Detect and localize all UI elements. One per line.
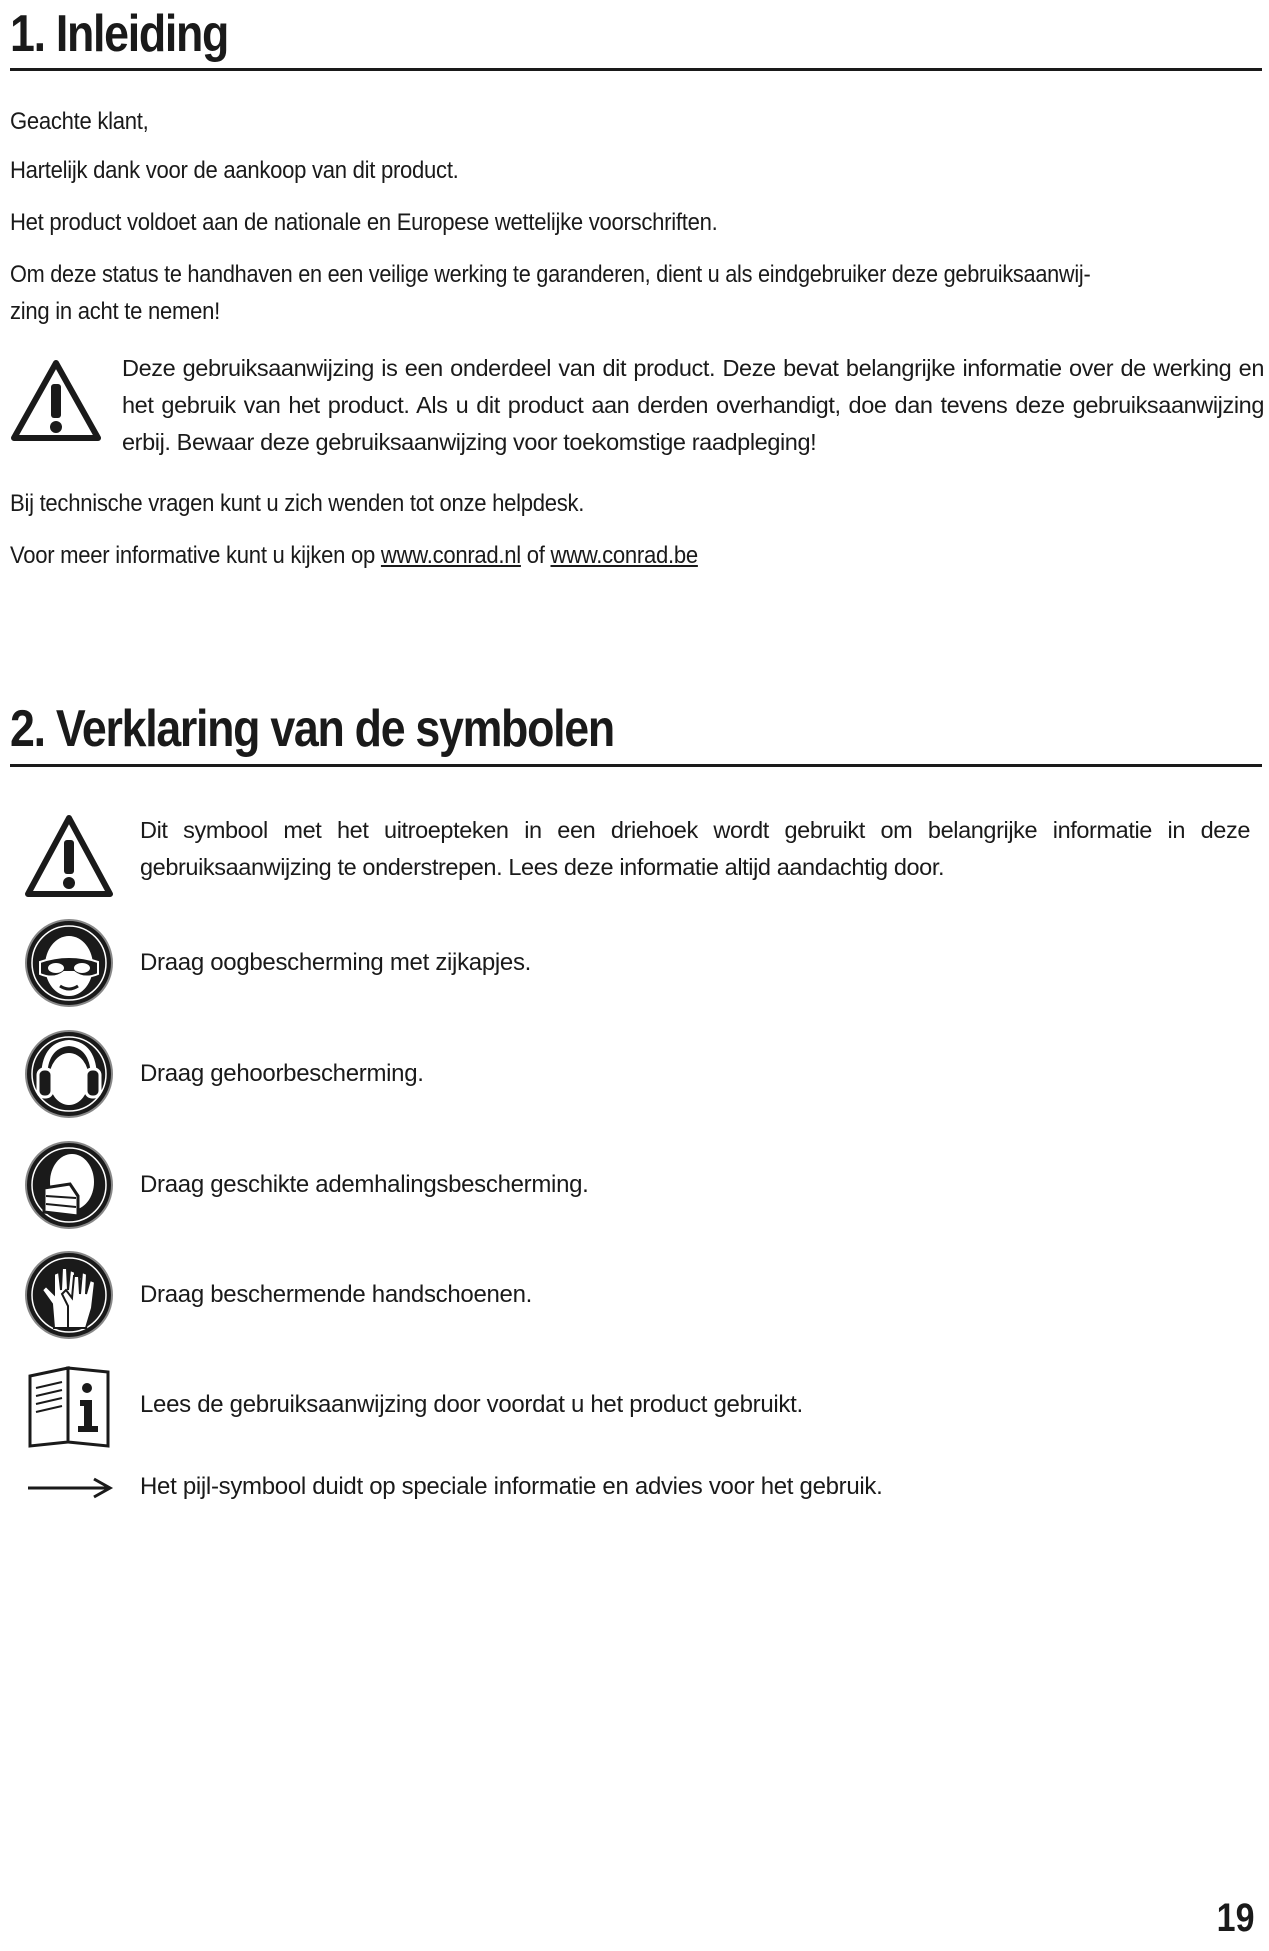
symbol-text-warning: Dit symbool met het uitroepteken in een driehoek wordt gebruikt om belangrijke informatie in deze gebruiksaanwijzing te onderstrepen. Lees deze informatie altijd aandachtig door.	[140, 817, 1250, 880]
warning-triangle-icon	[10, 358, 102, 444]
gloves-icon	[24, 1250, 114, 1340]
more-info-text	[10, 537, 698, 574]
compliance-text: Het product voldoet aan de nationale en Europese wettelijke voorschriften.	[10, 209, 718, 236]
section-1-rule	[10, 68, 1262, 71]
ear-protection-icon	[24, 1029, 114, 1119]
section-2-rule	[10, 764, 1262, 767]
more-info-mid: of	[520, 542, 551, 569]
manual-icon	[24, 1362, 114, 1448]
section-2-title: 2. Verklaring van de symbolen	[10, 700, 614, 758]
eye-protection-icon	[24, 918, 114, 1008]
greeting-text: Geachte klant,	[10, 108, 149, 135]
symbol-text-manual: Lees de gebruiksaanwijzing door voordat u het product gebruikt.	[140, 1391, 803, 1418]
status-text-line-1: Om deze status te handhaven en een veilige werking te garanderen, dient u als eindgebruiker deze gebruiksaanwij-	[10, 261, 1091, 288]
thanks-text: Hartelijk dank voor de aankoop van dit product.	[10, 157, 459, 184]
warning-triangle-icon	[24, 812, 114, 902]
more-info-prefix: Voor meer informative kunt u kijken op	[10, 542, 381, 569]
symbol-row-manual	[10, 1362, 1262, 1448]
respiratory-protection-icon	[24, 1140, 114, 1230]
symbol-text-eye-protection: Draag oogbescherming met zijkapjes.	[140, 949, 532, 976]
page-number: 19	[1216, 1896, 1254, 1940]
status-text-line-2: zing in acht te nemen!	[10, 298, 220, 325]
symbol-text-gloves: Draag beschermende handschoenen.	[140, 1281, 533, 1308]
symbol-row-arrow	[10, 1468, 1262, 1508]
arrow-icon	[24, 1476, 114, 1500]
symbol-text-respiratory-protection: Draag geschikte ademhalingsbescherming.	[140, 1171, 589, 1198]
symbol-row-ear-protection	[10, 1029, 1262, 1119]
symbol-row-eye-protection	[10, 918, 1262, 1008]
link-conrad-be[interactable]: www.conrad.be	[550, 542, 698, 569]
symbol-row-gloves	[10, 1250, 1262, 1340]
section-1-title: 1. Inleiding	[10, 5, 229, 63]
symbol-row-respiratory-protection	[10, 1140, 1262, 1230]
symbol-row-warning	[10, 812, 1262, 902]
helpdesk-text: Bij technische vragen kunt u zich wenden tot onze helpdesk.	[10, 490, 585, 517]
link-conrad-nl[interactable]: www.conrad.nl	[380, 542, 521, 569]
symbol-text-arrow: Het pijl-symbool duidt op speciale informatie en advies voor het gebruik.	[140, 1473, 883, 1500]
warning-notice	[10, 350, 1262, 460]
symbol-text-ear-protection: Draag gehoorbescherming.	[140, 1060, 424, 1087]
warning-text: Deze gebruiksaanwijzing is een onderdeel van dit product. Deze bevat belangrijke informatie over de werking en het gebruik van het product. Als u dit product aan derden overhandigt, doe dan tevens deze gebruiksaanwijzing erbij. Bewaar deze gebruiksaanwijzing voor toekomstige raadpleging!	[122, 355, 1264, 455]
